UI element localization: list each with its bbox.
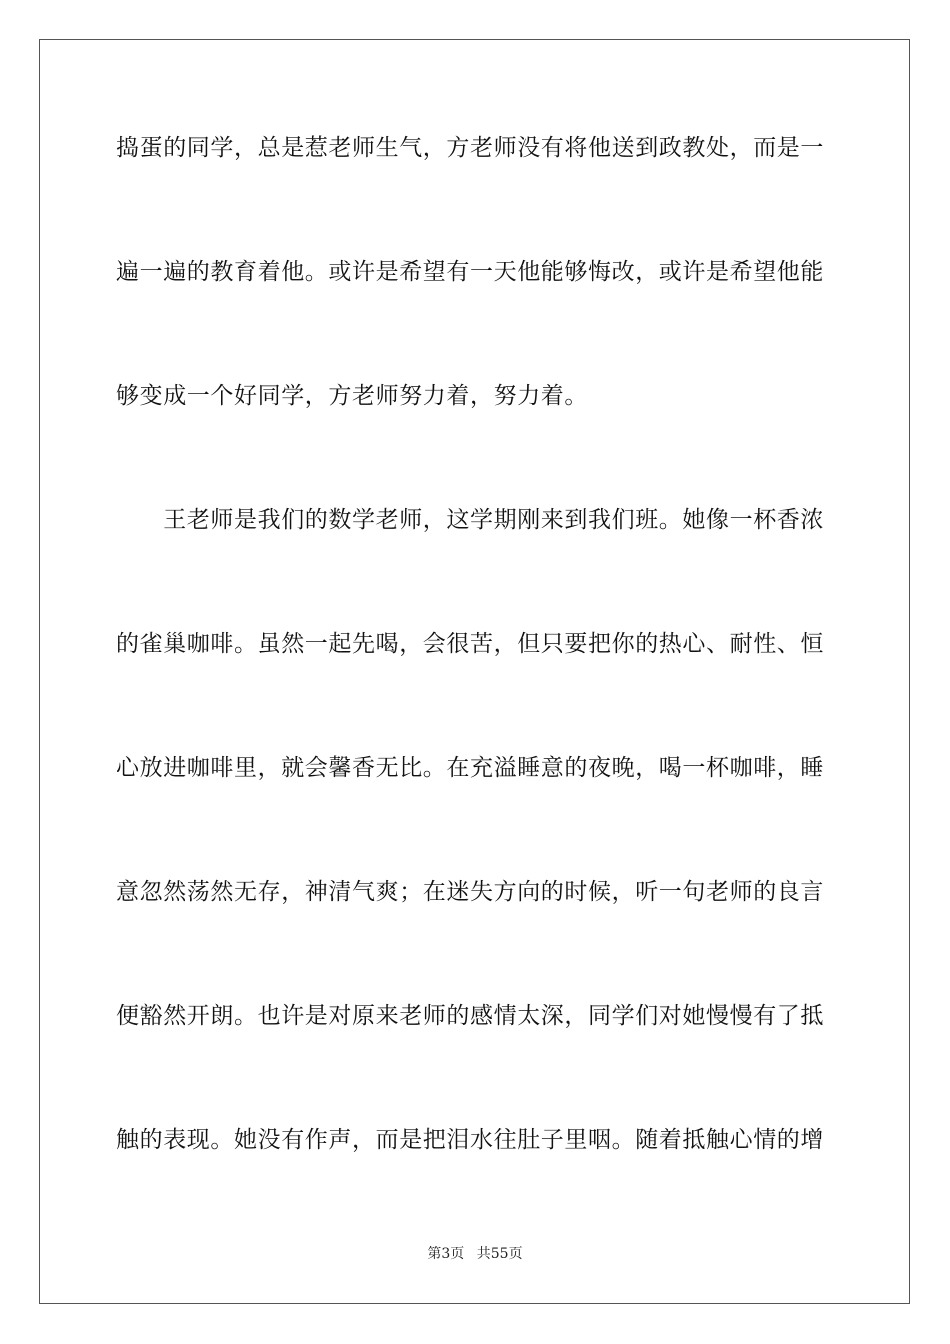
body-text-line: 触的表现。她没有作声，而是把泪水往肚子里咽。随着抵触心情的增 <box>116 1127 824 1153</box>
body-text-line: 便豁然开朗。也许是对原来老师的感情太深，同学们对她慢慢有了抵 <box>116 1003 824 1029</box>
body-text-line: 王老师是我们的数学老师，这学期刚来到我们班。她像一杯香浓 <box>116 507 824 533</box>
body-text-line: 的雀巢咖啡。虽然一起先喝，会很苦，但只要把你的热心、耐性、恒 <box>116 631 824 657</box>
body-text-line: 心放进咖啡里，就会馨香无比。在充溢睡意的夜晚，喝一杯咖啡，睡 <box>116 755 824 781</box>
page-footer <box>0 1244 950 1264</box>
page-number: 第3页 <box>427 1246 465 1262</box>
body-text-line: 遍一遍的教育着他。或许是希望有一天他能够悔改，或许是希望他能 <box>116 259 824 285</box>
body-text-line: 够变成一个好同学，方老师努力着，努力着。 <box>116 383 588 409</box>
body-text-line: 捣蛋的同学，总是惹老师生气，方老师没有将他送到政教处，而是一 <box>116 135 824 161</box>
page-total: 共55页 <box>476 1246 523 1262</box>
page-border <box>39 39 910 1304</box>
body-text-line: 意忽然荡然无存，神清气爽；在迷失方向的时候，听一句老师的良言 <box>116 879 824 905</box>
